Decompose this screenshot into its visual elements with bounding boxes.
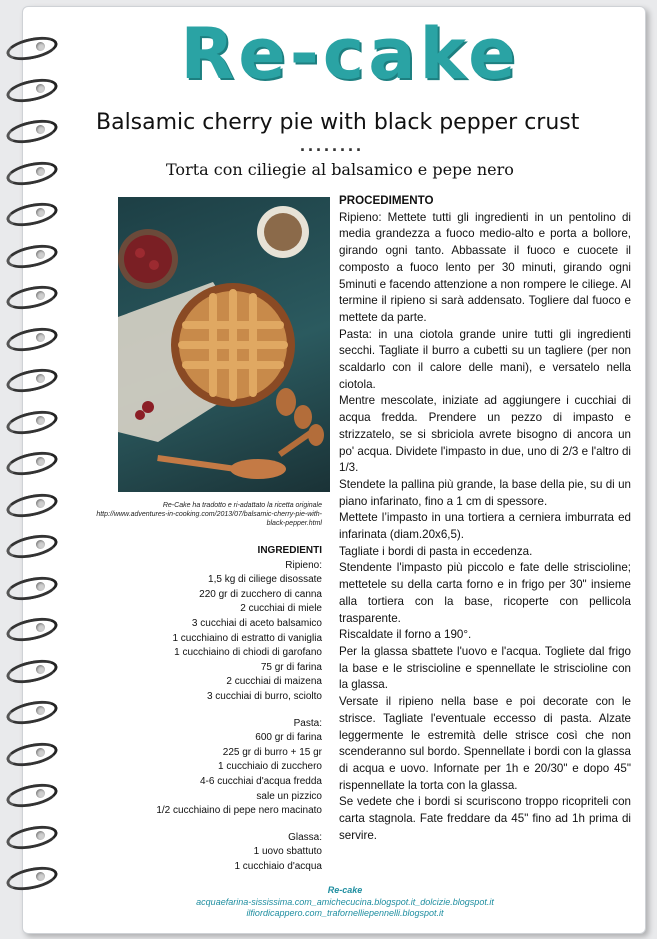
- procedure-step: Mettete l’impasto in una tortiera a cerniera imburrata ed infarinata (diam.20x6,5).: [339, 511, 631, 542]
- footer-credits: [110, 885, 580, 920]
- spiral-binding: [0, 38, 60, 918]
- binding-ring: [4, 116, 59, 147]
- ingredient-item: 3 cucchiai di aceto balsamico: [191, 617, 322, 629]
- footer-link[interactable]: ilfiordicappero.com_trafornelliepennelli.blogspot.it: [246, 908, 444, 918]
- binding-ring: [4, 157, 59, 188]
- procedure-step: Per la glassa sbattete l'uovo e l'acqua. Togliete dal frigo la base e le striscioline e spennellate le striscioline con la glassa.: [339, 644, 631, 692]
- binding-ring: [4, 240, 59, 271]
- binding-hole: [36, 42, 45, 51]
- binding-hole: [36, 374, 45, 383]
- binding-hole: [36, 872, 45, 881]
- binding-ring: [4, 572, 59, 603]
- filling-label: Ripieno:: [285, 559, 322, 571]
- procedure-step: Versate il ripieno nella base e poi decorate con le strisce. Tagliate l'eventuale eccesso di pasta. Alzate leggermente le estremità delle strisce così che non scenderanno sul bordo. Spennellate i bordi con la glassa di acqua e uovo. Infornate per 1h e 20/30" e dopo 45" rispennellate la torta con la glassa.: [339, 695, 631, 792]
- binding-ring: [4, 863, 59, 894]
- binding-ring: [4, 531, 59, 562]
- binding-hole: [36, 167, 45, 176]
- binding-hole: [36, 748, 45, 757]
- binding-ring: [4, 655, 59, 686]
- photo-caption: Re-Cake ha tradotto e ri-adattato la ricetta originale http://www.adventures-in-cooking.com/2013/07/balsamic-cherry-pie-with-black-pepper.html: [96, 502, 322, 527]
- binding-ring: [4, 33, 59, 64]
- binding-ring: [4, 821, 59, 852]
- pie-illustration: [118, 197, 330, 492]
- ingredient-item: 220 gr di zucchero di canna: [199, 588, 322, 600]
- procedure-step: Ripieno: Mettete tutti gli ingredienti in un pentolino di media grandezza a fuoco medio-alto e porta a bollore, girando ogni tanto. Abbassate il fuoco e cuocete il composto a fuoco lento per 30 minuti, girando ogni 5minuti e facendo attenzione a non rompere le ciliege. Al termine il ripieno si sarà addensato. Togliere dal fuoco e mettete da parte.: [339, 210, 631, 324]
- title-divider: ........: [300, 135, 365, 155]
- procedure-step: Stendente l'impasto più piccolo e fate delle striscioline; mettetele su della carta forno e in frigo per 30" insieme alla tortiera con la base, ricoperte con pellicola trasparente.: [339, 561, 631, 625]
- ingredient-item: 600 gr di farina: [255, 732, 322, 744]
- procedure-step: Se vedete che i bordi si scuriscono troppo ricopriteli con carta stagnola. Fate freddare da 45" fino ad 1h prima di servire.: [339, 795, 631, 842]
- procedure-step: Pasta: in una ciotola grande unire tutti gli ingredienti secchi. Tagliate il burro a cubetti su un tagliere (per non scaldarlo con il calore delle mani), e versatelo nella ciotola.: [339, 327, 631, 391]
- binding-hole: [36, 540, 45, 549]
- binding-ring: [4, 282, 59, 313]
- recipe-title-italian: Torta con ciliegie al balsamico e pepe nero: [166, 160, 514, 179]
- procedure-step: Stendete la pallina più grande, la base della pie, su di un piano infarinato, fino a 1 cm di spessore.: [339, 477, 631, 508]
- binding-hole: [36, 208, 45, 217]
- procedure-column: [339, 193, 631, 844]
- ingredient-item: 75 gr di farina: [260, 661, 322, 673]
- binding-hole: [36, 499, 45, 508]
- binding-ring: [4, 614, 59, 645]
- procedure-header: PROCEDIMENTO: [339, 194, 434, 207]
- binding-hole: [36, 291, 45, 300]
- binding-hole: [36, 416, 45, 425]
- logo-title: Re-cake: [180, 13, 520, 95]
- ingredient-item: 3 cucchiai di burro, sciolto: [206, 690, 322, 702]
- binding-hole: [36, 789, 45, 798]
- ingredient-item: 2 cucchiai di maizena: [226, 676, 322, 688]
- ingredient-item: 2 cucchiai di miele: [240, 603, 322, 615]
- binding-ring: [4, 365, 59, 396]
- binding-hole: [36, 457, 45, 466]
- ingredient-item: 4-6 cucchiai d'acqua fredda: [200, 775, 322, 787]
- binding-ring: [4, 780, 59, 811]
- ingredient-item: 1/2 cucchiaino di pepe nero macinato: [156, 805, 322, 817]
- ingredient-item: 1 cucchiaino di chiodi di garofano: [174, 647, 322, 659]
- binding-ring: [4, 199, 59, 230]
- binding-ring: [4, 323, 59, 354]
- binding-ring: [4, 74, 59, 105]
- ingredient-item: 225 gr di burro + 15 gr: [222, 746, 322, 758]
- ingredient-item: 1 cucchiaino di estratto di vaniglia: [172, 632, 322, 644]
- footer-brand: Re-cake: [327, 885, 363, 895]
- binding-ring: [4, 489, 59, 520]
- binding-hole: [36, 831, 45, 840]
- binding-hole: [36, 84, 45, 93]
- binding-ring: [4, 406, 59, 437]
- binding-hole: [36, 665, 45, 674]
- binding-hole: [36, 125, 45, 134]
- binding-hole: [36, 623, 45, 632]
- pastry-label: Pasta:: [293, 717, 322, 729]
- binding-hole: [36, 582, 45, 591]
- ingredient-item: sale un pizzico: [256, 790, 322, 802]
- ingredient-item: 1 cucchiaio d'acqua: [234, 860, 322, 872]
- recipe-title-english: Balsamic cherry pie with black pepper crust: [96, 110, 580, 135]
- glaze-label: Glassa:: [288, 831, 322, 843]
- binding-hole: [36, 333, 45, 342]
- procedure-step: Tagliate i bordi di pasta in eccedenza.: [339, 544, 533, 558]
- ingredient-item: 1 cucchiaio di zucchero: [218, 761, 322, 773]
- binding-ring: [4, 448, 59, 479]
- ingredients-header: INGREDIENTI: [257, 545, 322, 556]
- procedure-step: Riscaldate il forno a 190°.: [339, 628, 472, 642]
- procedure-step: Mentre mescolate, iniziate ad aggiungere i cucchiai di acqua fredda. Prendere un pezzo di impasto e strizzatelo, se si sbriciola avrete bisogno di ancora un po' acqua. Dividete l'impasto in due, uno di 2/3 e l'altro di 1/3.: [339, 394, 631, 475]
- binding-hole: [36, 250, 45, 259]
- binding-hole: [36, 706, 45, 715]
- ingredient-item: 1,5 kg di ciliege disossate: [208, 574, 322, 586]
- cherry-pie-photo: [118, 197, 330, 492]
- footer-link[interactable]: acquaefarina-sississima.com_amichecucina.blogspot.it_dolcizie.blogspot.it: [196, 896, 494, 907]
- ingredient-item: 1 uovo sbattuto: [253, 846, 322, 858]
- ingredients-column: [110, 544, 322, 874]
- binding-ring: [4, 738, 59, 769]
- binding-ring: [4, 697, 59, 728]
